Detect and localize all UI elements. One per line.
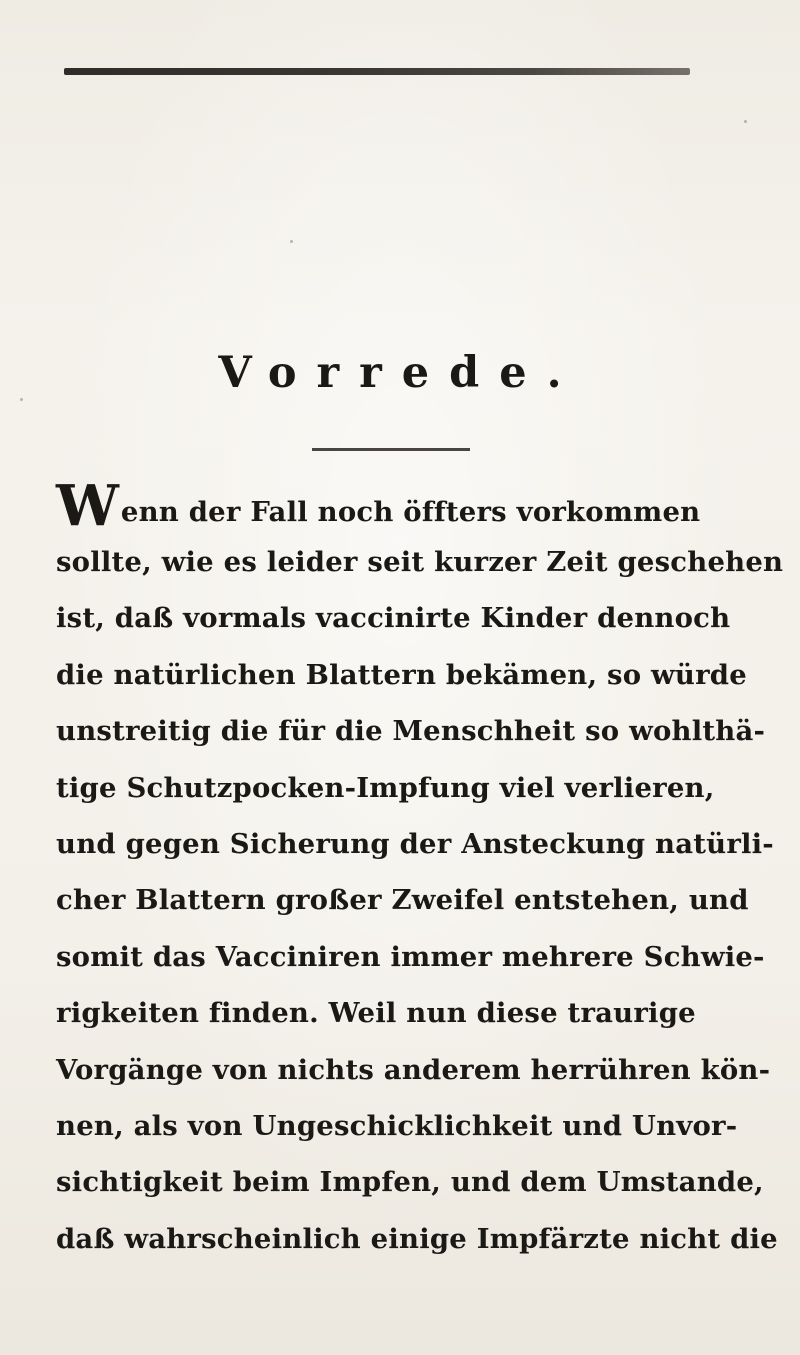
text-line-12: nen, als von Ungeschicklichkeit und Unvor-	[56, 1109, 738, 1142]
text-line-3: ist, daß vormals vaccinirte Kinder dennoch	[56, 602, 731, 635]
page-title: Vorrede.	[218, 348, 582, 398]
text-line-7: und gegen Sicherung der Ansteckung natürli-	[56, 827, 774, 860]
paper-speck	[20, 398, 23, 401]
text-line-14: daß wahrscheinlich einige Impfärzte nicht die	[56, 1222, 778, 1255]
text-line-2: sollte, wie es leider seit kurzer Zeit geschehen	[56, 546, 784, 578]
text-line-8: cher Blattern großer Zweifel entstehen, und	[56, 884, 749, 917]
text-line-4: die natürlichen Blattern bekämen, so würde	[56, 658, 747, 691]
text-line-6: tige Schutzpocken-Impfung viel verlieren,	[56, 771, 715, 804]
text-line-9: somit das Vacciniren immer mehrere Schwie-	[56, 940, 765, 973]
line-text: enn der Fall noch öffters vorkommen	[120, 496, 701, 528]
title-underline-rule	[312, 448, 470, 451]
text-line-11: Vorgänge von nichts anderem herrühren kön-	[56, 1053, 771, 1086]
paper-speck	[290, 240, 293, 243]
paper-speck	[744, 120, 747, 123]
body-text	[56, 470, 784, 1267]
text-line-10: rigkeiten finden. Weil nun diese traurige	[56, 997, 696, 1030]
text-line-5: unstreitig die für die Menschheit so wohlthä-	[56, 715, 766, 748]
top-border-rule	[64, 68, 690, 75]
text-line-1	[56, 470, 772, 539]
drop-cap: W	[56, 473, 119, 539]
text-line-13: sichtigkeit beim Impfen, und dem Umstande,	[56, 1166, 764, 1199]
